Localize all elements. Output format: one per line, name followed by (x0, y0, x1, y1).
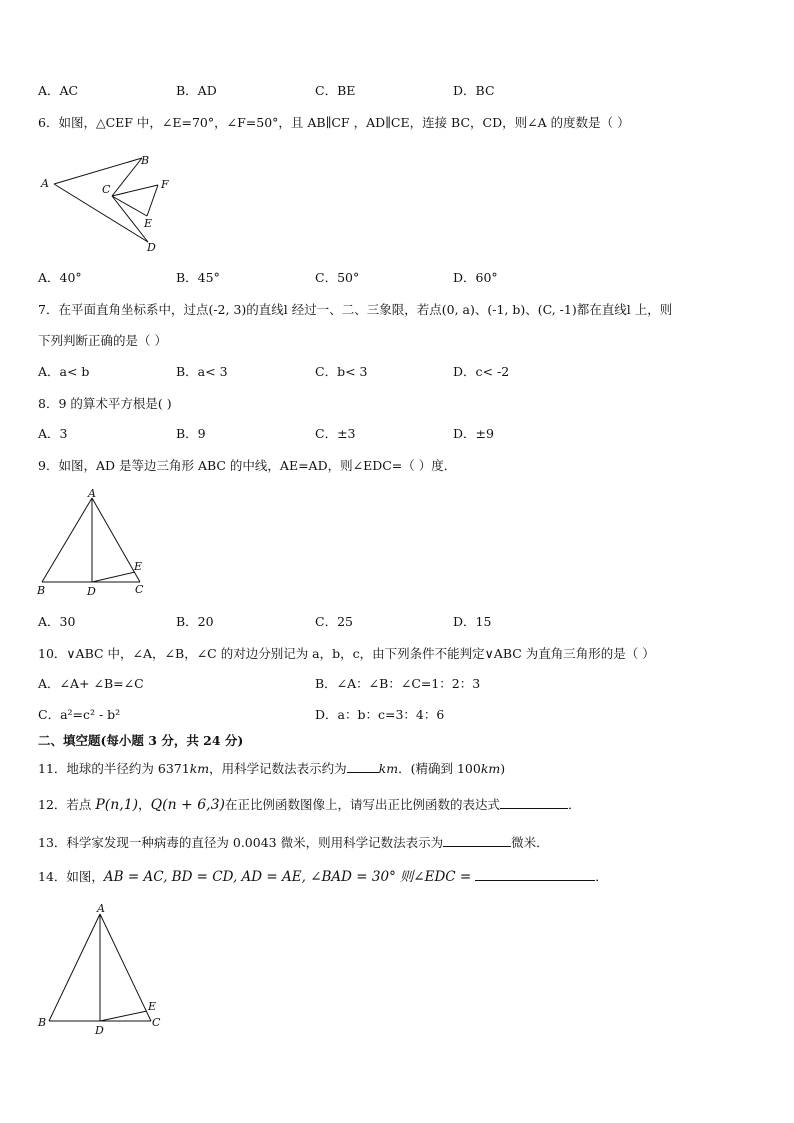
q10-stem: 10．∨ABC 中，∠A，∠B，∠C 的对边分别记为 a，b，c，由下列条件不能判定∨ABC 为直角三角形的是（ ） (38, 646, 655, 661)
q5-option-c: C．BE (315, 83, 356, 98)
q9-option-b: B．20 (176, 614, 214, 629)
q7-option-c: C．b< 3 (315, 364, 368, 379)
q11-text-2: ，用科学记数法表示约为 (209, 761, 347, 776)
q6-label-c: C (102, 183, 111, 196)
q8-option-c: C．±3 (315, 426, 356, 441)
q6-figure (36, 150, 176, 260)
q11-unit-2: km (378, 761, 399, 776)
q12-line (38, 795, 580, 815)
q12-text-1: 12．若点 (38, 797, 92, 812)
q14-label-a: A (97, 902, 105, 915)
q11-line (38, 760, 505, 777)
q6-option-a: A．40° (38, 270, 82, 285)
q6-label-e: E (144, 217, 153, 230)
q6-label-a: A (41, 177, 49, 190)
q11-text-4: ) (500, 761, 506, 776)
q11-unit-3: km (480, 761, 501, 776)
q14-text-1: 14．如图， (38, 869, 104, 884)
q14-text-3: ． (595, 869, 608, 884)
q9-label-c: C (135, 583, 144, 596)
q13-line (38, 834, 549, 851)
section2-title: 二、填空题(每小题 3 分，共 24 分) (38, 733, 244, 748)
q6-label-d: D (147, 241, 156, 254)
q13-answer-blank[interactable] (443, 834, 511, 847)
q9-label-e: E (134, 560, 143, 573)
q13-text-2: 微米． (511, 835, 549, 850)
q11-text-3: ．(精确到 100 (398, 761, 481, 776)
q9-label-b: B (37, 584, 46, 597)
q6-option-d: D．60° (453, 270, 498, 285)
q9-option-a: A．30 (38, 614, 76, 629)
q11-unit-1: km (189, 761, 210, 776)
q10-option-b: B．∠A：∠B：∠C=1：2：3 (315, 676, 481, 691)
q9-label-d: D (87, 585, 96, 598)
q14-condition: AB = AC, BD = CD, AD = AE, ∠BAD = 30° (103, 869, 396, 885)
q7-option-d: D．c< -2 (453, 364, 510, 379)
q14-label-c: C (152, 1016, 161, 1029)
q11-answer-blank[interactable] (347, 760, 379, 773)
q7-stem-line2: 下列判断正确的是（ ） (38, 333, 167, 348)
q14-figure (34, 900, 174, 1040)
q8-stem: 8．9 的算术平方根是( ) (38, 396, 172, 411)
q6-label-f: F (161, 178, 169, 191)
q8-option-a: A．3 (38, 426, 68, 441)
q14-line (38, 867, 608, 887)
q14-label-e: E (148, 1000, 157, 1013)
q9-option-d: D．15 (453, 614, 492, 629)
q10-option-d: D．a：b：c=3：4：6 (315, 707, 445, 722)
q9-stem: 9．如图，AD 是等边三角形 ABC 的中线，AE=AD，则∠EDC=（ ）度． (38, 458, 457, 473)
q14-label-d: D (95, 1024, 104, 1037)
q8-option-b: B．9 (176, 426, 206, 441)
q12-text-2: ， (138, 797, 151, 812)
q5-option-a: A．AC (38, 83, 79, 98)
q6-option-b: B．45° (176, 270, 220, 285)
q6-label-b: B (141, 154, 150, 167)
q12-text-3: 在正比例函数图像上，请写出正比例函数的表达式 (224, 797, 500, 812)
q8-option-d: D．±9 (453, 426, 494, 441)
q12-point-q: Q(n + 6,3) (150, 797, 225, 813)
q9-option-c: C．25 (315, 614, 353, 629)
q9-figure (34, 486, 154, 598)
q11-text-1: 11．地球的半径约为 6371 (38, 761, 190, 776)
q12-text-4: ． (567, 797, 581, 812)
q12-point-p: P(n,1) (95, 797, 139, 813)
q7-stem-line1: 7．在平面直角坐标系中，过点(-2, 3)的直线l 经过一、二、三象限，若点(0, a)、(-1, b)、(C, -1)都在直线l 上，则 (38, 302, 673, 317)
q10-option-a: A．∠A+ ∠B=∠C (38, 676, 144, 691)
q6-stem: 6．如图，△CEF 中，∠E=70°，∠F=50°，且 AB∥CF ，AD∥CE，连接 BC，CD，则∠A 的度数是（ ） (38, 115, 630, 130)
q14-text-2: 则∠EDC = (399, 869, 472, 885)
q10-option-c: C．a²=c² - b² (38, 707, 121, 722)
q5-option-b: B．AD (176, 83, 217, 98)
q13-text-1: 13．科学家发现一种病毒的直径为 0.0043 微米，则用科学记数法表示为 (38, 835, 444, 850)
q7-option-a: A．a< b (38, 364, 90, 379)
q5-option-d: D．BC (453, 83, 495, 98)
q14-answer-blank[interactable] (475, 868, 595, 881)
q12-answer-blank[interactable] (500, 796, 568, 809)
q14-label-b: B (38, 1016, 47, 1029)
q6-option-c: C．50° (315, 270, 360, 285)
q9-label-a: A (88, 487, 96, 500)
q7-option-b: B．a< 3 (176, 364, 228, 379)
